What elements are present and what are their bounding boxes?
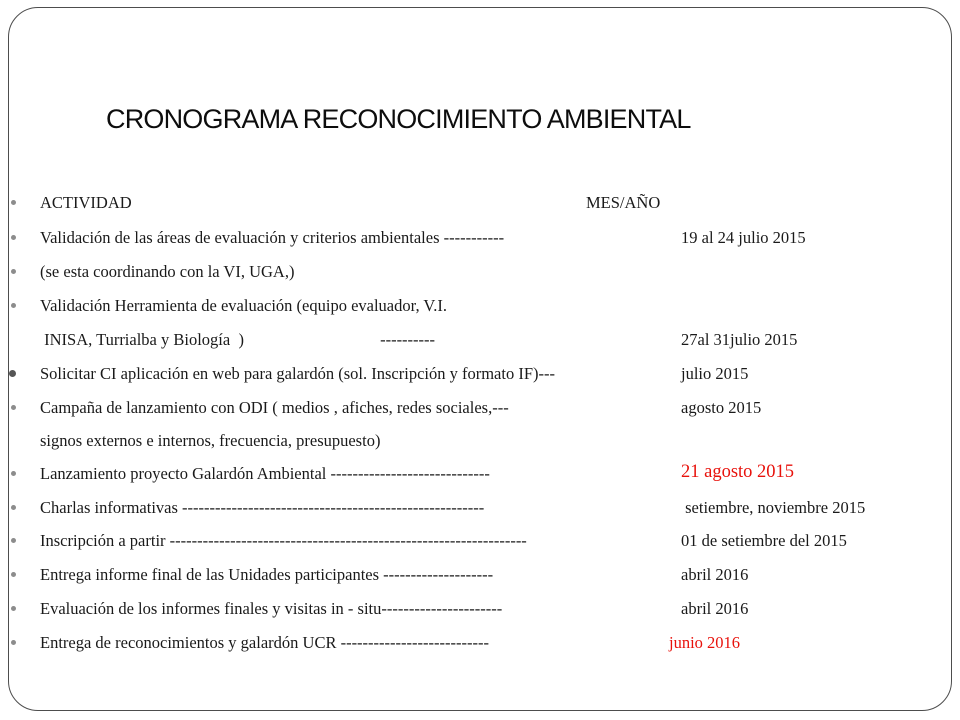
date-text: agosto 2015 (681, 398, 762, 417)
activity-text: Charlas informativas ------------------------------------------------------- (40, 498, 485, 517)
activity-text: Campaña de lanzamiento con ODI ( medios , afiches, redes sociales,--- (40, 398, 509, 417)
schedule-row (0, 498, 960, 524)
date-text: 19 al 24 julio 2015 (681, 228, 806, 247)
activity-text: Validación de las áreas de evaluación y criterios ambientales ----------- (40, 228, 505, 247)
bullet-icon (11, 303, 16, 308)
schedule-row (0, 464, 960, 490)
bullet-icon (11, 269, 16, 274)
date-text: 01 de setiembre del 2015 (681, 531, 847, 550)
schedule-row (0, 262, 960, 288)
bullet-icon (11, 640, 16, 645)
schedule-header-row (0, 193, 960, 219)
bullet-icon (11, 235, 16, 240)
schedule-row (0, 599, 960, 625)
activity-text: Inscripción a partir ----------------------------------------------------------------- (40, 531, 527, 550)
activity-text: INISA, Turrialba y Biología ) ---------- (40, 330, 436, 349)
bullet-icon (11, 572, 16, 577)
bullet-icon (11, 200, 16, 205)
date-text: abril 2016 (681, 565, 749, 584)
activity-text: signos externos e internos, frecuencia, presupuesto) (40, 431, 381, 450)
schedule-row-continuation (0, 431, 960, 457)
schedule-row (0, 228, 960, 254)
schedule-row (0, 364, 960, 390)
activity-text: (se esta coordinando con la VI, UGA,) (40, 262, 295, 281)
bullet-icon (11, 471, 16, 476)
slide-title: CRONOGRAMA RECONOCIMIENTO AMBIENTAL (106, 104, 691, 134)
bullet-icon (11, 606, 16, 611)
schedule-row (0, 531, 960, 557)
activity-text: Lanzamiento proyecto Galardón Ambiental ----------------------------- (40, 464, 490, 483)
activity-text: Entrega informe final de las Unidades participantes -------------------- (40, 565, 494, 584)
activity-text: Entrega de reconocimientos y galardón UCR --------------------------- (40, 633, 489, 652)
bullet-icon (9, 370, 16, 377)
bullet-icon (11, 538, 16, 543)
schedule-row (0, 296, 960, 322)
schedule-row-continuation (0, 330, 960, 356)
schedule-row (0, 633, 960, 659)
date-text: abril 2016 (681, 599, 749, 618)
date-text-highlight: 21 agosto 2015 (681, 462, 795, 482)
date-text: setiembre, noviembre 2015 (681, 498, 866, 517)
date-text: julio 2015 (681, 364, 749, 383)
schedule-row (0, 398, 960, 424)
activity-header: ACTIVIDAD (40, 193, 132, 212)
bullet-icon (11, 405, 16, 410)
schedule-row (0, 565, 960, 591)
date-header: MES/AÑO (586, 193, 661, 212)
date-text-highlight: junio 2016 (669, 633, 741, 652)
bullet-icon (11, 505, 16, 510)
activity-text: Solicitar CI aplicación en web para galardón (sol. Inscripción y formato IF)--- (40, 364, 555, 383)
activity-text: Validación Herramienta de evaluación (equipo evaluador, V.I. (40, 296, 447, 315)
date-text: 27al 31julio 2015 (681, 330, 798, 349)
activity-text: Evaluación de los informes finales y visitas in - situ---------------------- (40, 599, 503, 618)
